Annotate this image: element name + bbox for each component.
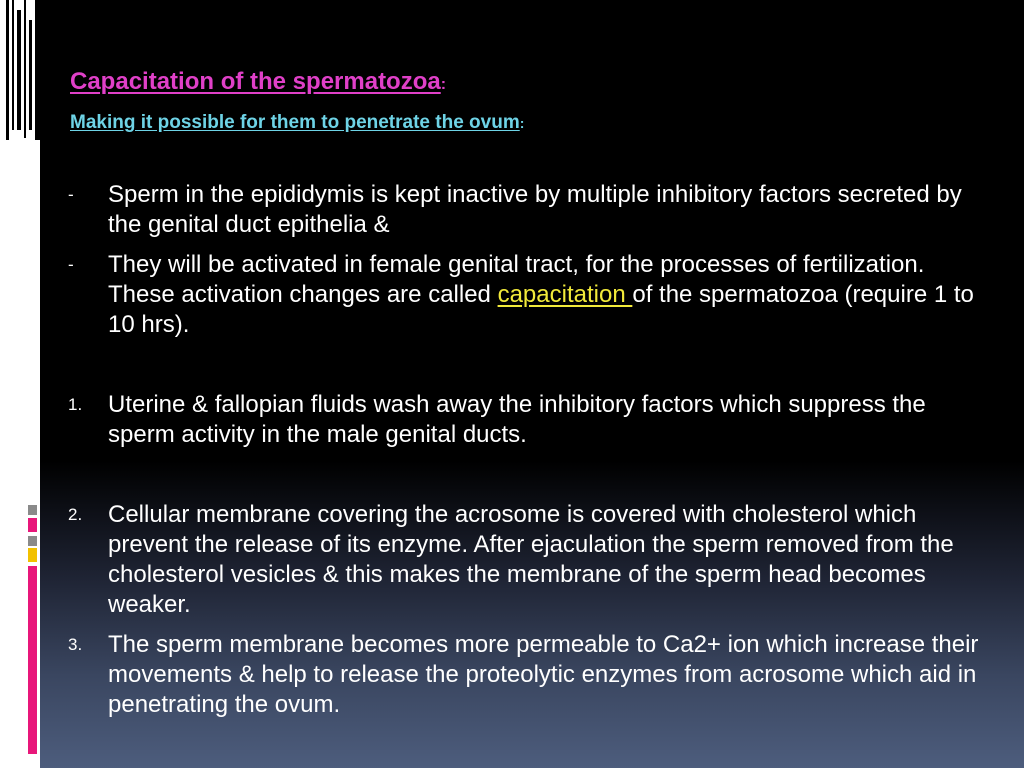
title-colon: : [440, 76, 447, 93]
numbered-text: Uterine & fallopian fluids wash away the inhibitory factors which suppress the sperm activity in the male genital ducts. [108, 391, 926, 448]
bullet-text: Sperm in the epididymis is kept inactive by multiple inhibitory factors secreted by the genital duct epithelia & [108, 181, 962, 238]
capacitation-highlight: capacitation [497, 281, 633, 308]
number-marker: 3. [68, 635, 83, 654]
bullet-item-1 [68, 180, 988, 240]
bullet-text [108, 250, 988, 340]
subtitle-colon: : [519, 115, 525, 131]
bullet-item-2 [68, 250, 988, 340]
bullet-marker: - [68, 255, 74, 274]
number-marker: 1. [68, 395, 83, 414]
bullet-marker: - [68, 185, 74, 204]
decorative-lines [0, 0, 40, 140]
numbered-text: Cellular membrane covering the acrosome is covered with cholesterol which prevent the release of its enzyme. After ejaculation the sperm removed from the cholesterol vesicles & this makes the membrane of the sperm head becomes weaker. [108, 501, 954, 618]
accent-bar-pink-2 [28, 566, 37, 754]
subtitle-text: Making it possible for them to penetrate the ovum [70, 112, 520, 133]
bullet-text-after: of the spermatozoa (require 1 to 10 hrs). [108, 281, 974, 338]
accent-bar-gray-1 [28, 505, 37, 515]
numbered-text: The sperm membrane becomes more permeable to Ca2+ ion which increase their movements & help to release the proteolytic enzymes from acrosome which aid in penetrating the ovum. [108, 631, 979, 718]
slide-content [40, 0, 1024, 768]
numbered-item-3 [68, 630, 988, 720]
slide-title [70, 68, 446, 96]
accent-bar-pink-1 [28, 518, 37, 532]
title-text: Capacitation of the spermatozoa [70, 68, 441, 95]
numbered-item-1 [68, 390, 988, 450]
accent-bar-gray-2 [28, 536, 37, 546]
accent-bar-yellow [28, 548, 37, 562]
number-marker: 2. [68, 505, 83, 524]
slide-subtitle [70, 112, 524, 134]
bullet-text-before: They will be activated in female genital tract, for the processes of fertilization. These activation changes are called [108, 251, 925, 308]
numbered-item-2 [68, 500, 988, 620]
